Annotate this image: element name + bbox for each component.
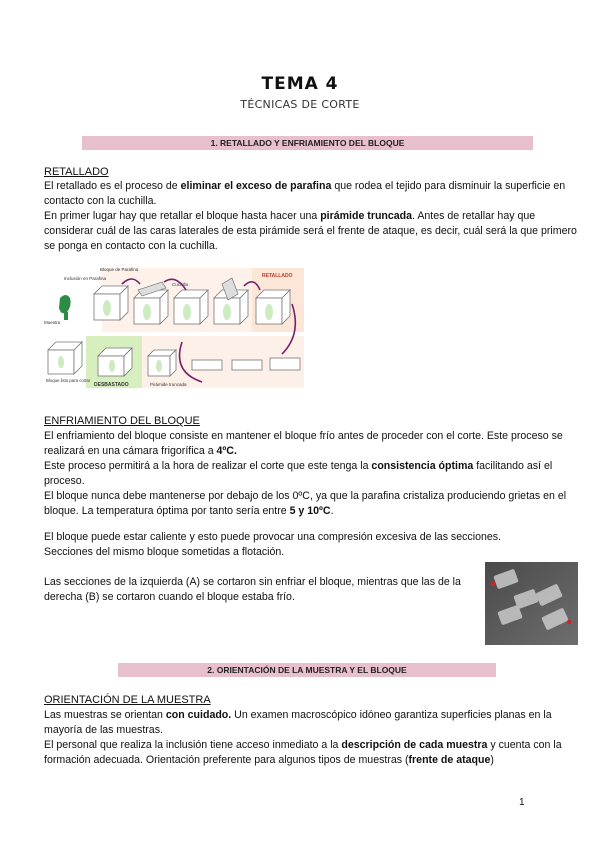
- label-cuchilla: Cuchilla: [172, 282, 189, 287]
- text-run: Este proceso permitirá a la hora de realizar el corte que este tenga la: [44, 460, 372, 472]
- bold-run: descripción de cada muestra: [341, 739, 488, 751]
- retallado-paragraph-1: [44, 179, 579, 209]
- label-piramide: Pirámide truncada: [150, 382, 187, 387]
- enfriamiento-paragraph-5: Las secciones de la izquierda (A) se cortaron sin enfriar el bloque, mientras que las de la derecha (B) se cortaron cuando el bloque estaba frío.: [44, 576, 461, 604]
- bold-run: 4ºC.: [216, 445, 237, 458]
- retallado-diagram: [42, 264, 304, 392]
- text-run: En primer lugar hay que retallar el bloque hasta hacer una: [44, 210, 321, 222]
- page-subtitle: TÉCNICAS DE CORTE: [240, 98, 360, 111]
- bold-run: eliminar el exceso de parafina: [180, 180, 332, 192]
- text-run: . Antes de retallar hay que considerar cuál de las caras laterales de esta pirámide será el frente de ataque, es decir, cuál será la que primero se ponga en contacto con la cuchilla.: [44, 210, 577, 253]
- page-number: 1: [519, 797, 525, 808]
- bold-run: frente de ataque: [408, 754, 491, 767]
- text-run: El bloque nunca debe mantenerse por debajo de los 0ºC, ya que la parafina cristaliza produciendo grietas en el bloque. La temperatura óptima por tanto sería entre: [44, 490, 567, 518]
- page-title: TEMA 4: [261, 74, 339, 94]
- text-run: ): [490, 754, 494, 767]
- label-listo: Bloque listo para cortar: [46, 378, 91, 383]
- label-bloque: Bloque de Parafina: [100, 267, 139, 272]
- text-run: Un examen macroscópico idóneo garantiza superficies planas en la mayoría de las muestras.: [44, 709, 552, 737]
- text-run: que rodea el tejido para disminuir la superficie en contacto con la cuchilla.: [44, 180, 566, 208]
- label-retallado: RETALLADO: [262, 273, 293, 279]
- label-muestra: Muestra: [44, 320, 61, 325]
- bold-run: con cuidado.: [165, 709, 232, 721]
- retallado-figure: [42, 264, 304, 392]
- orientacion-heading: ORIENTACIÓN DE LA MUESTRA: [44, 694, 211, 706]
- text-run: El personal que realiza la inclusión tiene acceso inmediato a la: [44, 739, 342, 751]
- sections-photo: [485, 562, 578, 645]
- sections-photo-image: [485, 562, 578, 645]
- bold-run: pirámide truncada: [320, 210, 413, 222]
- enfriamiento-paragraph-1: [44, 429, 579, 459]
- section-1-band: 1. RETALLADO Y ENFRIAMIENTO DEL BLOQUE: [82, 136, 533, 150]
- retallado-heading: RETALLADO: [44, 166, 109, 178]
- text-run: facilitando así el proceso.: [44, 460, 553, 488]
- section-2-band: 2. ORIENTACIÓN DE LA MUESTRA Y EL BLOQUE: [118, 663, 496, 677]
- orientacion-paragraph-1: [44, 708, 579, 738]
- enfriamiento-paragraph-4: El bloque puede estar caliente y esto puede provocar una compresión excesiva de las secciones. Secciones del mismo bloque sometidas a flotación.: [44, 531, 501, 559]
- retallado-paragraph-2: [44, 209, 579, 255]
- enfriamiento-paragraph-3: [44, 489, 579, 519]
- text-run: El enfriamiento del bloque consiste en mantener el bloque frío antes de proceder con el corte. Este proceso se realizará en una cámara frigorífica a: [44, 430, 563, 458]
- text-run: .: [330, 505, 334, 518]
- text-run: Las muestras se orientan: [44, 709, 166, 721]
- orientacion-paragraph-2: [44, 738, 579, 768]
- enfriamiento-heading: ENFRIAMIENTO DEL BLOQUE: [44, 415, 200, 427]
- text-run: y cuenta con la formación adecuada. Orientación preferente para algunos tipos de muestras (: [44, 739, 562, 767]
- enfriamiento-paragraph-2: [44, 459, 579, 489]
- bold-run: consistencia óptima: [371, 460, 474, 472]
- bold-run: 5 y 10ºC: [289, 505, 331, 518]
- label-desbastado: DESBASTADO: [94, 382, 129, 388]
- label-inclusion: Inclusión en Parafina: [64, 276, 107, 281]
- text-run: El retallado es el proceso de: [44, 180, 181, 192]
